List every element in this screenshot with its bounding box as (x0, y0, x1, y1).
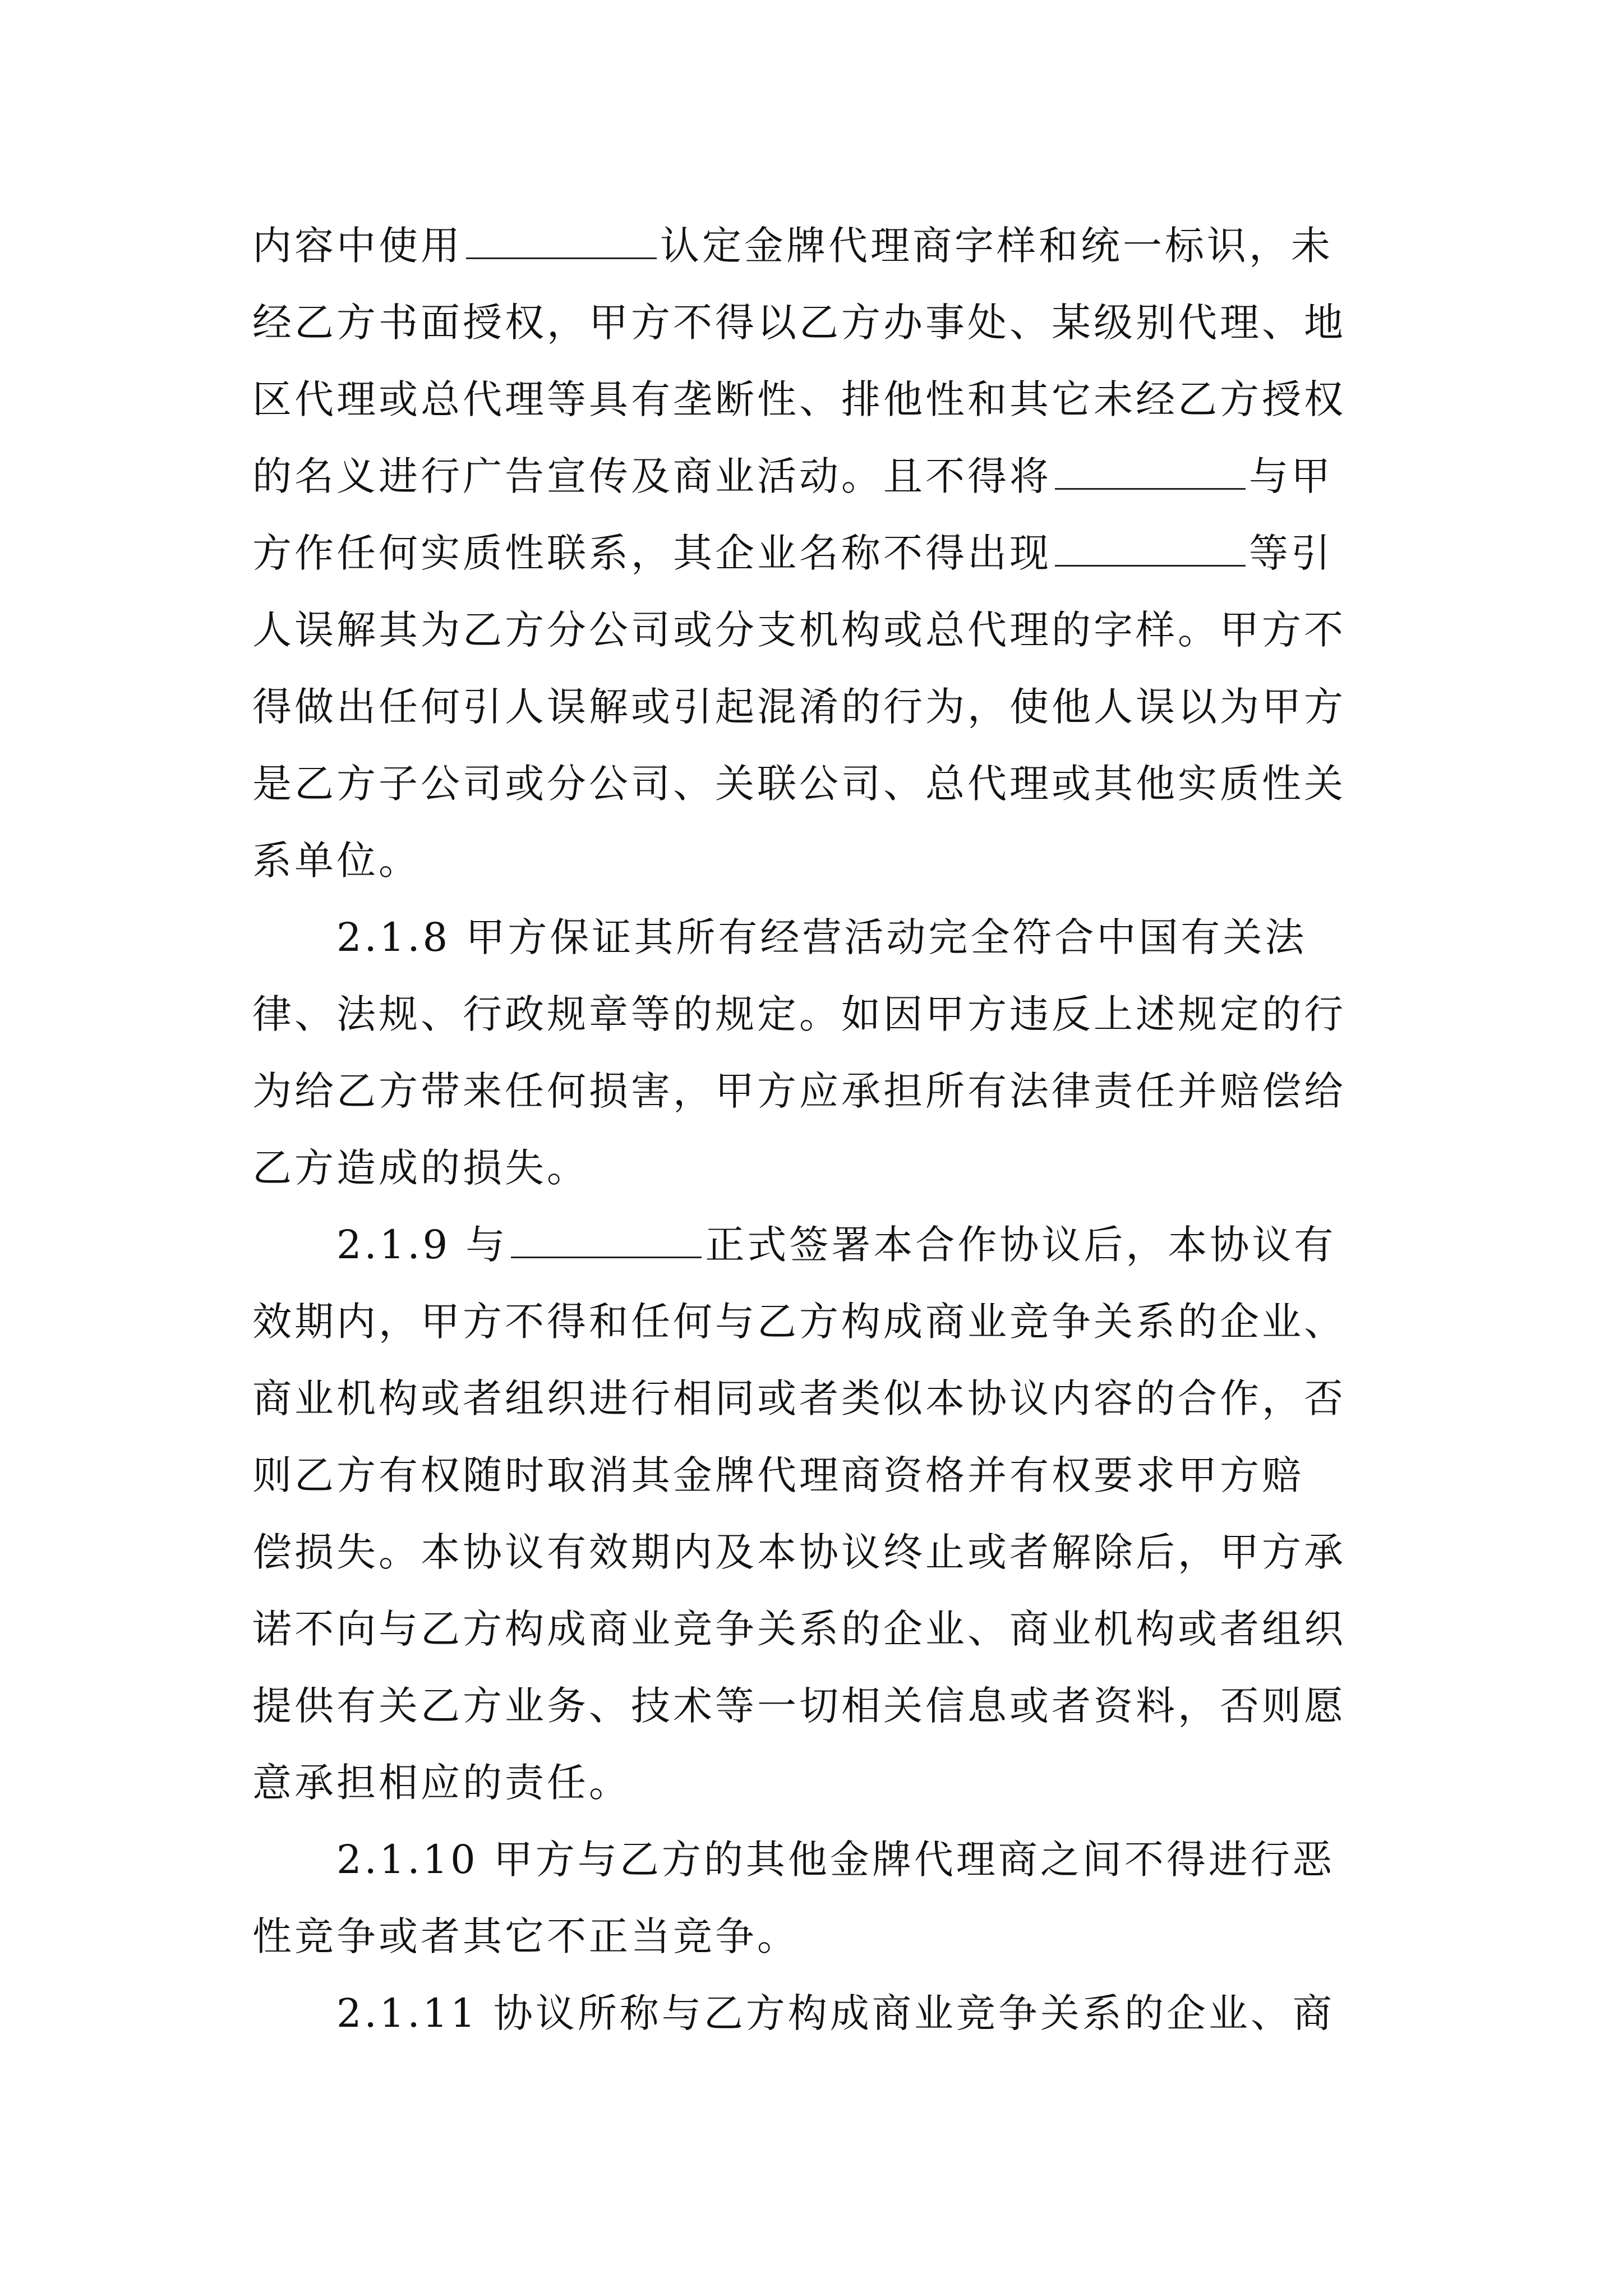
text-line (252, 1207, 1396, 1283)
text-segment: 等引 (1249, 530, 1333, 576)
text-line: 性竞争或者其它不正当竞争。 (252, 1913, 799, 1959)
text-segment: 方作任何实质性联系，其企业名称不得出现 (252, 530, 1052, 576)
text-line: 经乙方书面授权，甲方不得以乙方办事处、某级别代理、地 (252, 300, 1346, 346)
paragraph-clause-2-1-11 (252, 1975, 1396, 2052)
text-line: 人误解其为乙方分公司或分支机构或总代理的字样。甲方不 (252, 607, 1346, 653)
text-line: 2.1.8 甲方保证其所有经营活动完全符合中国有关法 (336, 914, 1307, 960)
text-line: 偿损失。本协议有效期内及本协议终止或者解除后，甲方承 (252, 1529, 1346, 1575)
text-line: 2.1.11 协议所称与乙方构成商业竞争关系的企业、商 (336, 1990, 1335, 2036)
paragraph-clause-2-1-8 (252, 899, 1396, 1207)
text-line: 诺不向与乙方构成商业竞争关系的企业、商业机构或者组织 (252, 1606, 1346, 1652)
text-line: 则乙方有权随时取消其金牌代理商资格并有权要求甲方赔 (252, 1452, 1304, 1498)
text-line: 乙方造成的损失。 (252, 1145, 589, 1191)
paragraph-clause-2-1-10 (252, 1821, 1396, 1975)
text-line: 律、法规、行政规章等的规定。如因甲方违反上述规定的行 (252, 991, 1346, 1037)
fill-in-blank (511, 1212, 702, 1258)
paragraph-trademark-usage (252, 208, 1396, 899)
text-segment: 认定金牌代理商字样和统一标识，未 (660, 223, 1333, 269)
text-line: 商业机构或者组织进行相同或者类似本协议内容的合作，否 (252, 1375, 1346, 1421)
fill-in-blank (466, 213, 657, 259)
text-line: 2.1.10 甲方与乙方的其他金牌代理商之间不得进行恶 (336, 1837, 1335, 1883)
text-line: 意承担相应的责任。 (252, 1760, 631, 1806)
fill-in-blank (1055, 520, 1246, 567)
document-body (252, 208, 1396, 2052)
text-line (252, 208, 1396, 284)
text-segment: 2.1.9 与 (336, 1222, 508, 1268)
text-line: 是乙方子公司或分公司、关联公司、总代理或其他实质性关 (252, 761, 1346, 807)
text-line: 效期内，甲方不得和任何与乙方构成商业竞争关系的企业、 (252, 1299, 1346, 1345)
paragraph-clause-2-1-9 (252, 1207, 1396, 1821)
fill-in-blank (1055, 443, 1246, 490)
text-segment: 的名义进行广告宣传及商业活动。且不得将 (252, 453, 1052, 499)
text-line (252, 515, 1396, 592)
text-segment: 与甲 (1249, 453, 1333, 499)
text-segment: 正式签署本合作协议后，本协议有 (705, 1222, 1336, 1268)
text-line (252, 438, 1396, 515)
text-segment: 内容中使用 (252, 223, 463, 269)
text-line: 提供有关乙方业务、技术等一切相关信息或者资料，否则愿 (252, 1683, 1346, 1729)
text-line: 系单位。 (252, 838, 421, 884)
text-line: 得做出任何引人误解或引起混淆的行为，使他人误以为甲方 (252, 684, 1346, 730)
text-line: 区代理或总代理等具有垄断性、排他性和其它未经乙方授权 (252, 376, 1346, 422)
text-line: 为给乙方带来任何损害，甲方应承担所有法律责任并赔偿给 (252, 1068, 1346, 1114)
